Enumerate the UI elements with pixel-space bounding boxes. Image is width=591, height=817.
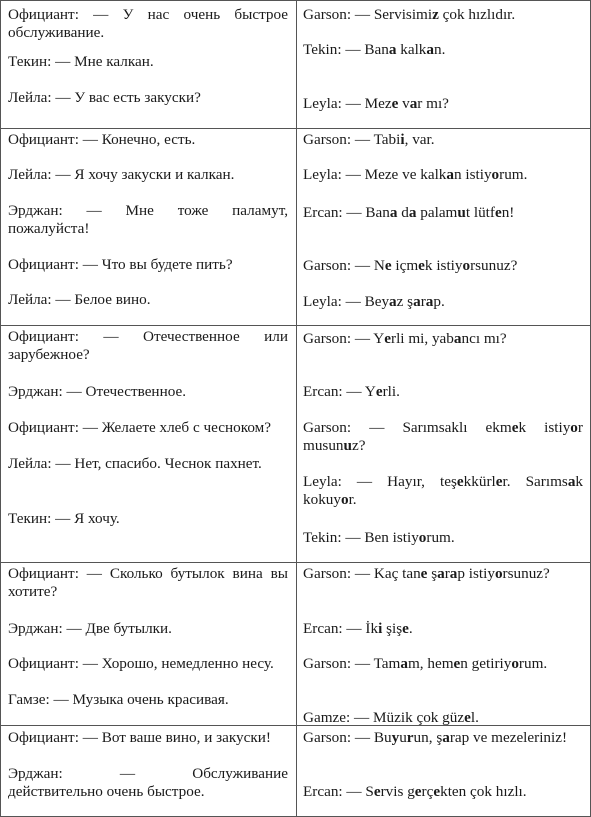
- dialogue-line: Garson: — Servisimiz çok hızlıdır.: [303, 6, 516, 23]
- dialogue-line: Текин: — Мне калкан.: [8, 53, 154, 70]
- dialogue-line: Ercan: — İki şişe.: [303, 620, 413, 637]
- dialogue-line: Официант: — Вот ваше вино, и закуски!: [8, 729, 271, 746]
- dialogue-line: Garson: — Sarımsaklı ekmek istiyor: [303, 419, 583, 436]
- dialogue-line: Лейла: — У вас есть закуски?: [8, 89, 201, 106]
- dialogue-line: Ercan: — Bana da palamut lütfen!: [303, 204, 515, 221]
- dialogue-line: Ercan: — Servis gerçekten çok hızlı.: [303, 783, 527, 800]
- dialogue-line: Лейла: — Белое вино.: [8, 291, 151, 308]
- dialogue-line: Tekin: — Bana kalkan.: [303, 41, 446, 58]
- dialogue-line: пожалуйста!: [8, 220, 90, 237]
- dialogue-line: обслуживание.: [8, 24, 105, 41]
- row-divider: [1, 325, 590, 326]
- dialogue-line: Garson: — Buyurun, şarap ve mezeleriniz!: [303, 729, 568, 746]
- dialogue-line: хотите?: [8, 583, 58, 600]
- dialogue-line: Tekin: — Ben istiyorum.: [303, 529, 455, 546]
- dialogue-line: зарубежное?: [8, 346, 90, 363]
- dialogue-line: Официант: — У нас очень быстрое: [8, 6, 288, 23]
- dialogue-line: Ercan: — Yerli.: [303, 383, 400, 400]
- dialogue-line: Leyla: — Meze ve kalkan istiyorum.: [303, 166, 528, 183]
- dialogue-line: Официант: — Сколько бутылок вина вы: [8, 565, 288, 582]
- dialogue-line: действительно очень быстрое.: [8, 783, 205, 800]
- dialogue-line: Garson: — Yerli mi, yabancı mı?: [303, 330, 507, 347]
- dialogue-line: Эрджан: — Две бутылки.: [8, 620, 172, 637]
- dialogue-line: Garson: — Tamam, hemen getiriyorum.: [303, 655, 548, 672]
- dialogue-line: Leyla: — Hayır, teşekkürler. Sarımsak: [303, 473, 583, 490]
- dialogue-line: Garson: — Tabii, var.: [303, 131, 435, 148]
- row-divider: [1, 128, 590, 129]
- dialogue-line: Официант: — Что вы будете пить?: [8, 256, 233, 273]
- row-divider: [1, 562, 590, 563]
- dialogue-line: Лейла: — Нет, спасибо. Чеснок пахнет.: [8, 455, 262, 472]
- dialogue-line: musunuz?: [303, 437, 366, 454]
- dialogue-line: Официант: — Конечно, есть.: [8, 131, 196, 148]
- dialogue-line: Гамзе: — Музыка очень красивая.: [8, 691, 229, 708]
- column-divider: [296, 1, 297, 816]
- dialogue-line: Garson: — Kaç tane şarap istiyorsunuz?: [303, 565, 550, 582]
- dialogue-line: Эрджан: — Мне тоже паламут,: [8, 202, 288, 219]
- dialogue-line: Эрджан: — Отечественное.: [8, 383, 187, 400]
- dialogue-line: Текин: — Я хочу.: [8, 510, 120, 527]
- dialogue-line: Официант: — Отечественное или: [8, 328, 288, 345]
- dialogue-line: Leyla: — Meze var mı?: [303, 95, 449, 112]
- dialogue-line: Лейла: — Я хочу закуски и калкан.: [8, 166, 235, 183]
- dialogue-line: Официант: — Желаете хлеб с чесноком?: [8, 419, 271, 436]
- dialogue-line: Gamze: — Müzik çok güzel.: [303, 709, 479, 726]
- dialogue-line: Официант: — Хорошо, немедленно несу.: [8, 655, 274, 672]
- dialogue-line: Garson: — Ne içmek istiyorsunuz?: [303, 257, 518, 274]
- dialogue-line: kokuyor.: [303, 491, 357, 508]
- dialogue-line: Leyla: — Beyaz şarap.: [303, 293, 445, 310]
- dialogue-line: Эрджан: — Обслуживание: [8, 765, 288, 782]
